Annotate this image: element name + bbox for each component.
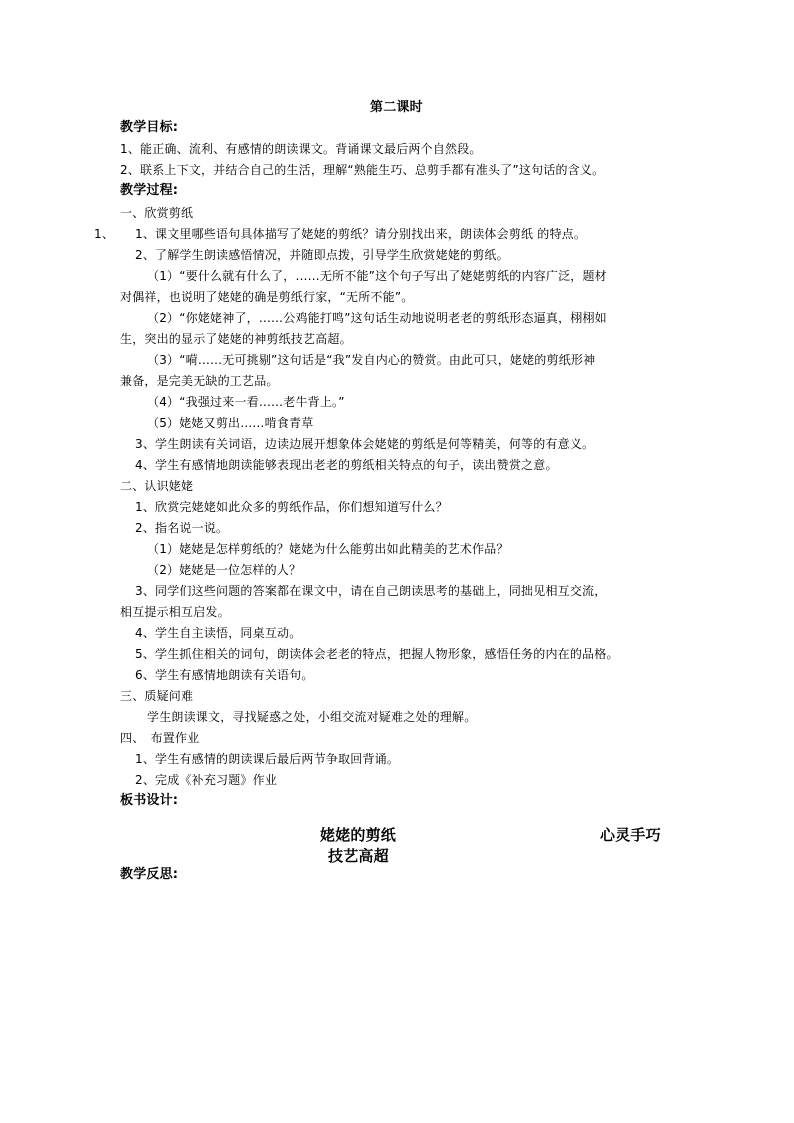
step-line: 2、了解学生朗读感悟情况，并随即点拨，引导学生欣赏姥姥的剪纸。 (135, 248, 509, 262)
goal-item: 2、联系上下文，并结合自己的生活，理解“熟能生巧、总剪手都有准头了”这句话的含义。 (120, 163, 605, 177)
step-line: 1、学生有感情的朗读课后最后两节争取回背诵。 (135, 752, 400, 766)
process-heading: 教学过程: (120, 183, 179, 198)
step-line: （5）姥姥又剪出……啃食青草 (147, 416, 314, 430)
reflection-heading: 教学反思: (120, 867, 179, 882)
step-line: 兼备，是完美无缺的工艺品。 (120, 374, 279, 388)
outer-list-number: 1、 (94, 227, 115, 241)
step-line: 对偶祥，也说明了姥姥的确是剪纸行家，“无所不能”。 (120, 290, 414, 304)
goal-item: 1、能正确、流利、有感情的朗读课文。背诵课文最后两个自然段。 (120, 142, 482, 156)
step-line: 1、课文里哪些语句具体描写了姥姥的剪纸？请分别找出来，朗读体会剪纸 的特点。 (135, 227, 587, 241)
step-line: （4）“我强过来一看……老牛背上。” (147, 395, 345, 409)
step-line: （1）姥姥是怎样剪纸的？姥姥为什么能剪出如此精美的艺术作品？ (147, 542, 509, 556)
section-heading: 四、 布置作业 (120, 731, 200, 745)
step-line: 相互提示相互启发。 (120, 605, 230, 619)
step-line: 生，突出的显示了姥姥的神剪纸技艺高超。 (120, 332, 352, 346)
step-line: 3、同学们这些问题的答案都在课文中，请在自己朗读思考的基础上，同拙见相互交流， (135, 584, 607, 598)
board-heading: 板书设计: (120, 793, 179, 808)
board-right-phrase: 心灵手巧 (600, 826, 661, 844)
page-title: 第二课时 (370, 100, 423, 115)
step-line: 5、学生抓住相关的词句，朗读体会老老的特点，把握人物形象，感悟任务的内在的品格。 (135, 647, 619, 661)
step-line: 2、指名说一说。 (135, 521, 229, 535)
goals-heading: 教学目标: (120, 120, 179, 135)
step-line: 2、完成《补充习题》作业 (135, 773, 278, 787)
board-sub-phrase: 技艺高超 (328, 847, 389, 865)
step-line: （2）姥姥是一位怎样的人？ (147, 563, 302, 577)
step-line: 1、欣赏完姥姥如此众多的剪纸作品，你们想知道写什么？ (135, 500, 448, 514)
section-heading: 三、质疑问难 (120, 689, 194, 703)
section-heading: 二、认识姥姥 (120, 479, 194, 493)
board-title: 姥姥的剪纸 (320, 826, 397, 844)
step-line: 4、学生有感情地朗读能够表现出老老的剪纸相关特点的句子，读出赞赏之意。 (135, 458, 558, 472)
section-heading: 一、欣赏剪纸 (120, 206, 194, 220)
step-line: 6、学生有感情地朗读有关语句。 (135, 668, 314, 682)
step-line: 4、学生自主读悟，同桌互动。 (135, 626, 302, 640)
step-line: （2）“你姥姥神了，……公鸡能打鸣”这句话生动地说明老老的剪纸形态逼真，栩栩如 (147, 311, 607, 325)
step-line: （1）“要什么就有什么了，……无所不能”这个句子写出了姥姥剪纸的内容广泛，题材 (147, 269, 607, 283)
step-line: 3、学生朗读有关词语，边读边展开想象体会姥姥的剪纸是何等精美，何等的有意义。 (135, 437, 595, 451)
step-line: （3）“嗬……无可挑剔”这句话是“我”发自内心的赞赏。由此可只，姥姥的剪纸形神 (147, 353, 596, 367)
step-line: 学生朗读课文，寻找疑惑之处，小组交流对疑难之处的理解。 (147, 710, 477, 724)
